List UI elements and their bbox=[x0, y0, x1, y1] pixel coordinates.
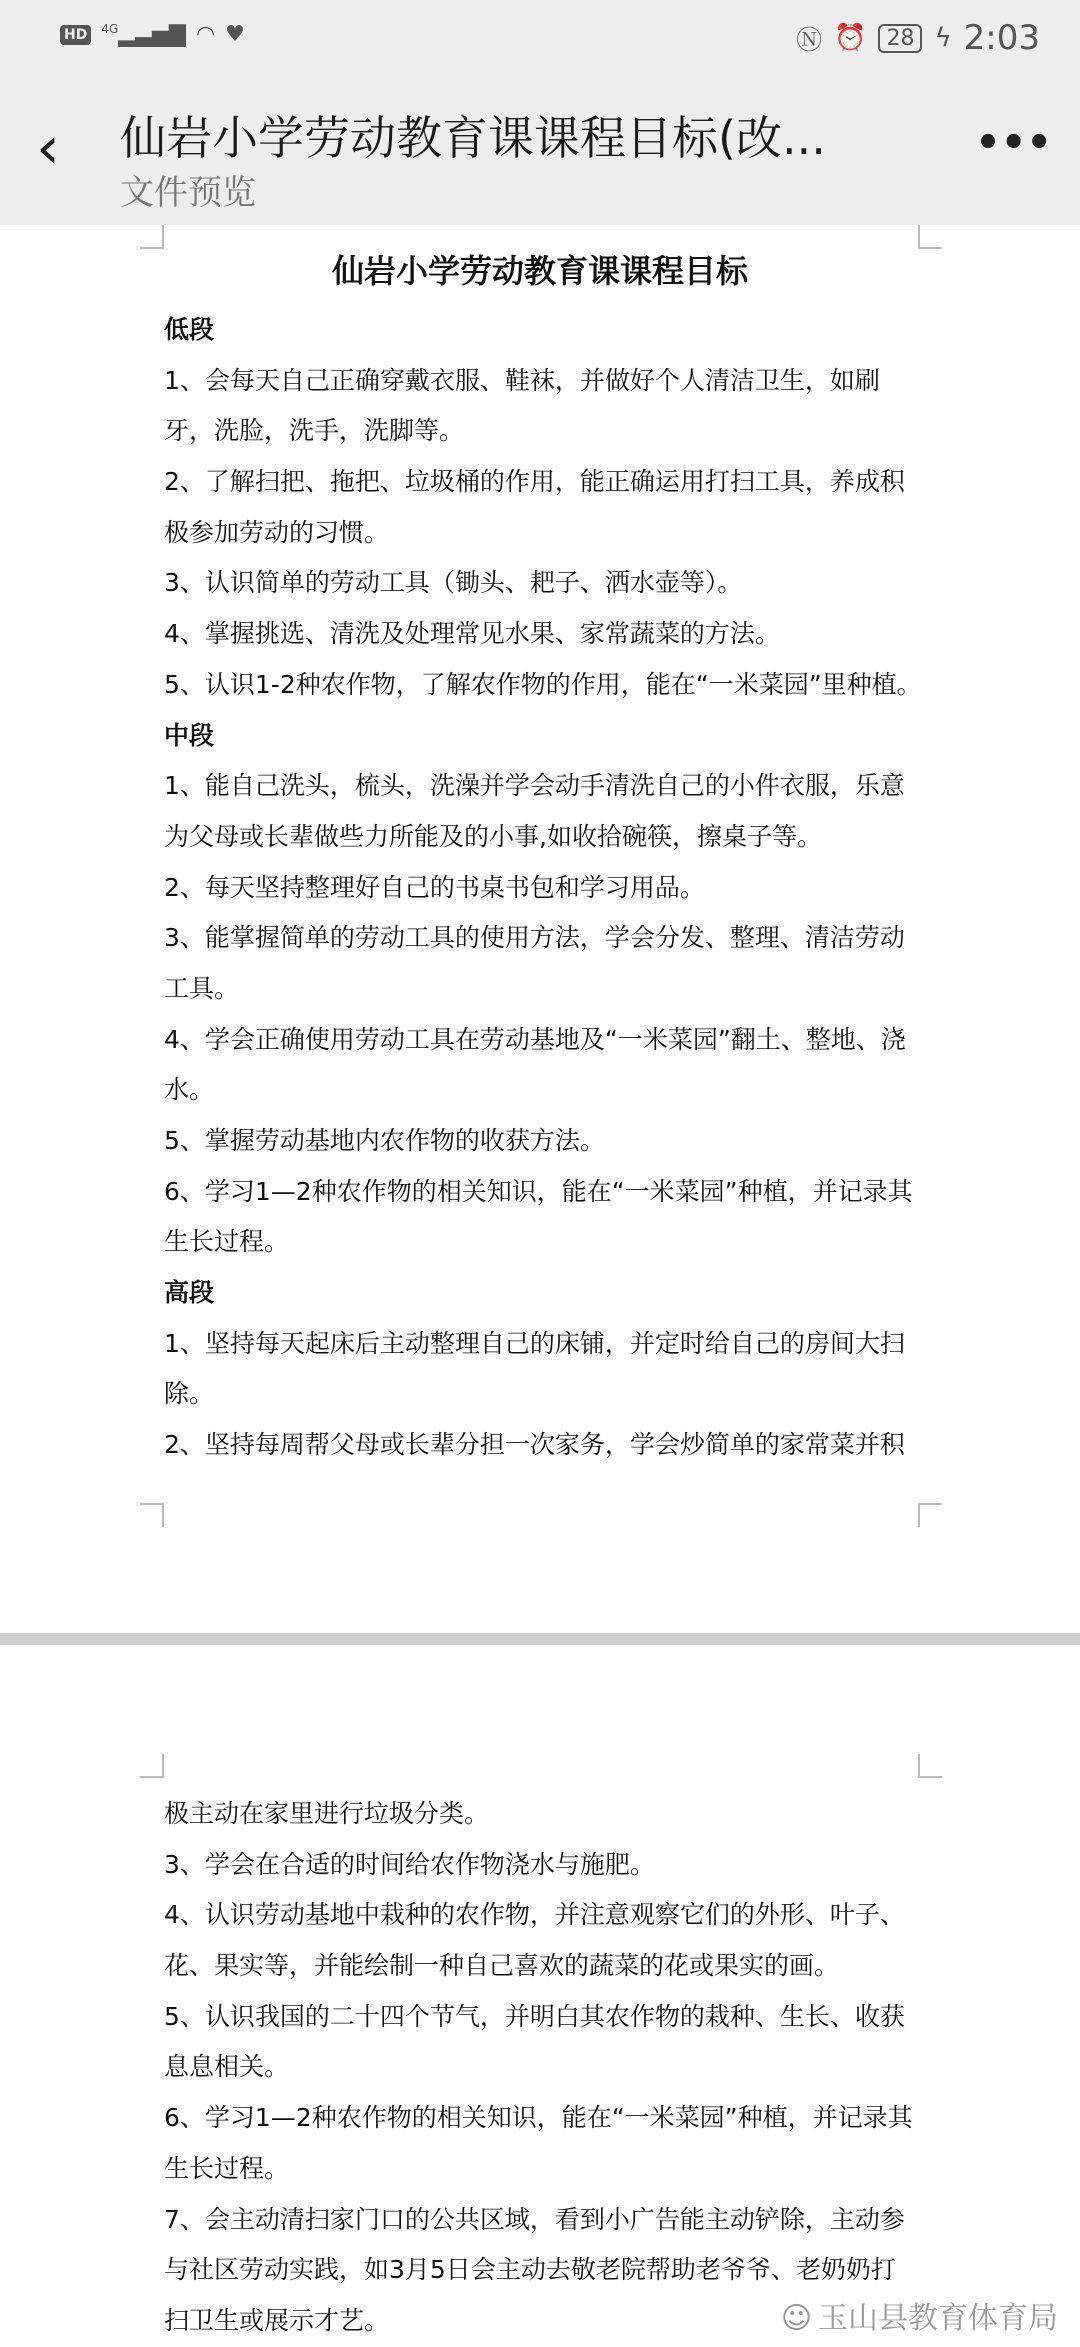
section-heading: 中段 bbox=[164, 720, 215, 750]
text-line: 极主动在家里进行垃圾分类。 bbox=[164, 1799, 490, 1828]
network-type: 4G bbox=[101, 22, 119, 36]
nfc-icon: Ⓝ bbox=[796, 25, 823, 56]
text-line: 扫卫生或展示才艺。 bbox=[164, 2305, 390, 2335]
text-line: 生长过程。 bbox=[164, 1227, 290, 1257]
text-line: 3、能掌握简单的劳动工具的使用方法，学会分发、整理、清洁劳动 bbox=[164, 923, 905, 953]
section-heading: 高段 bbox=[164, 1278, 215, 1308]
status-bar bbox=[0, 0, 1080, 80]
page-2-text bbox=[164, 1789, 924, 2347]
text-line: 牙，洗脸，洗手，洗脚等。 bbox=[164, 416, 465, 446]
page-corner-mark bbox=[918, 1503, 942, 1527]
text-line: 4、掌握挑选、清洗及处理常见水果、家常蔬菜的方法。 bbox=[164, 619, 780, 649]
battery-level: 28 bbox=[878, 24, 922, 53]
text-line: 5、掌握劳动基地内农作物的收获方法。 bbox=[164, 1126, 605, 1155]
page-corner-mark bbox=[140, 1754, 164, 1778]
more-options-icon[interactable]: ••• bbox=[975, 120, 1052, 166]
watermark-text: 玉山县教育体育局 bbox=[818, 2301, 1058, 2336]
signal-icon: $^{4G}$▂▃▅▇ bbox=[101, 22, 186, 48]
wifi-icon: ◠ bbox=[195, 22, 216, 48]
alarm-icon: ⏰ bbox=[834, 23, 867, 53]
text-line: 2、了解扫把、拖把、垃圾桶的作用，能正确运用打扫工具，养成积 bbox=[164, 467, 905, 497]
page-divider bbox=[0, 1633, 1080, 1645]
text-line: 与社区劳动实践，如3月5日会主动去敬老院帮助老爷爷、老奶奶打 bbox=[164, 2255, 896, 2285]
charging-icon: ϟ bbox=[934, 23, 952, 53]
text-line: 3、学会在合适的时间给农作物浇水与施肥。 bbox=[164, 1849, 655, 1879]
text-line: 3、认识简单的劳动工具（锄头、耙子、洒水壶等）。 bbox=[164, 568, 743, 598]
text-line: 2、每天坚持整理好自己的书桌书包和学习用品。 bbox=[164, 872, 705, 902]
file-preview-label: 文件预览 bbox=[120, 173, 256, 213]
text-line: 1、能自己洗头，梳头，洗澡并学会动手清洗自己的小件衣服，乐意 bbox=[164, 771, 905, 801]
clock: 2:03 bbox=[963, 18, 1040, 58]
file-title: 仙岩小学劳动教育课课程目标(改... bbox=[120, 111, 826, 165]
watermark bbox=[781, 2302, 1058, 2336]
text-line: 花、果实等，并能绘制一种自己喜欢的蔬菜的花或果实的画。 bbox=[164, 1951, 840, 1981]
hd-icon: HD bbox=[60, 25, 91, 45]
text-line: 4、学会正确使用劳动工具在劳动基地及“一米菜园”翻土、整地、浇 bbox=[164, 1024, 906, 1054]
text-line: 1、会每天自己正确穿戴衣服、鞋袜，并做好个人清洁卫生，如刷 bbox=[164, 365, 880, 395]
text-line: 6、学习1—2种农作物的相关知识，能在“一米菜园”种植，并记录其 bbox=[164, 1176, 913, 1206]
section-heading: 低段 bbox=[164, 315, 215, 344]
wechat-icon: ☺ bbox=[780, 2301, 812, 2336]
text-line: 2、坚持每周帮父母或长辈分担一次家务，学会炒简单的家常菜并积 bbox=[164, 1430, 905, 1460]
text-line: 7、会主动清扫家门口的公共区域，看到小广告能主动铲除，主动参 bbox=[164, 2204, 905, 2234]
text-line: 极参加劳动的习惯。 bbox=[164, 517, 390, 547]
text-line: 工具。 bbox=[164, 973, 240, 1003]
text-line: 5、认识我国的二十四个节气，并明白其农作物的栽种、生长、收获 bbox=[164, 2001, 905, 2031]
page-corner-mark bbox=[140, 1503, 164, 1527]
app-bar bbox=[0, 80, 1080, 225]
text-line: 6、学习1—2种农作物的相关知识，能在“一米菜园”种植，并记录其 bbox=[164, 2103, 913, 2133]
text-line: 水。 bbox=[164, 1075, 215, 1105]
back-arrow-icon[interactable]: ‹ bbox=[36, 113, 60, 183]
text-line: 息息相关。 bbox=[164, 2052, 290, 2082]
text-line: 5、认识1-2种农作物，了解农作物的作用，能在“一米菜园”里种植。 bbox=[164, 669, 922, 699]
text-line: 1、坚持每天起床后主动整理自己的床铺，并定时给自己的房间大扫 bbox=[164, 1328, 905, 1358]
page-1-text bbox=[164, 305, 924, 1471]
text-line: 为父母或长辈做些力所能及的小事,如收拾碗筷，擦桌子等。 bbox=[164, 821, 822, 851]
page-corner-mark bbox=[918, 1754, 942, 1778]
text-line: 生长过程。 bbox=[164, 2153, 290, 2183]
document-title: 仙岩小学劳动教育课课程目标 bbox=[331, 252, 748, 290]
health-heart-icon: ♥ bbox=[225, 22, 245, 48]
text-line: 除。 bbox=[164, 1379, 215, 1409]
text-line: 4、认识劳动基地中栽种的农作物，并注意观察它们的外形、叶子、 bbox=[164, 1900, 905, 1930]
